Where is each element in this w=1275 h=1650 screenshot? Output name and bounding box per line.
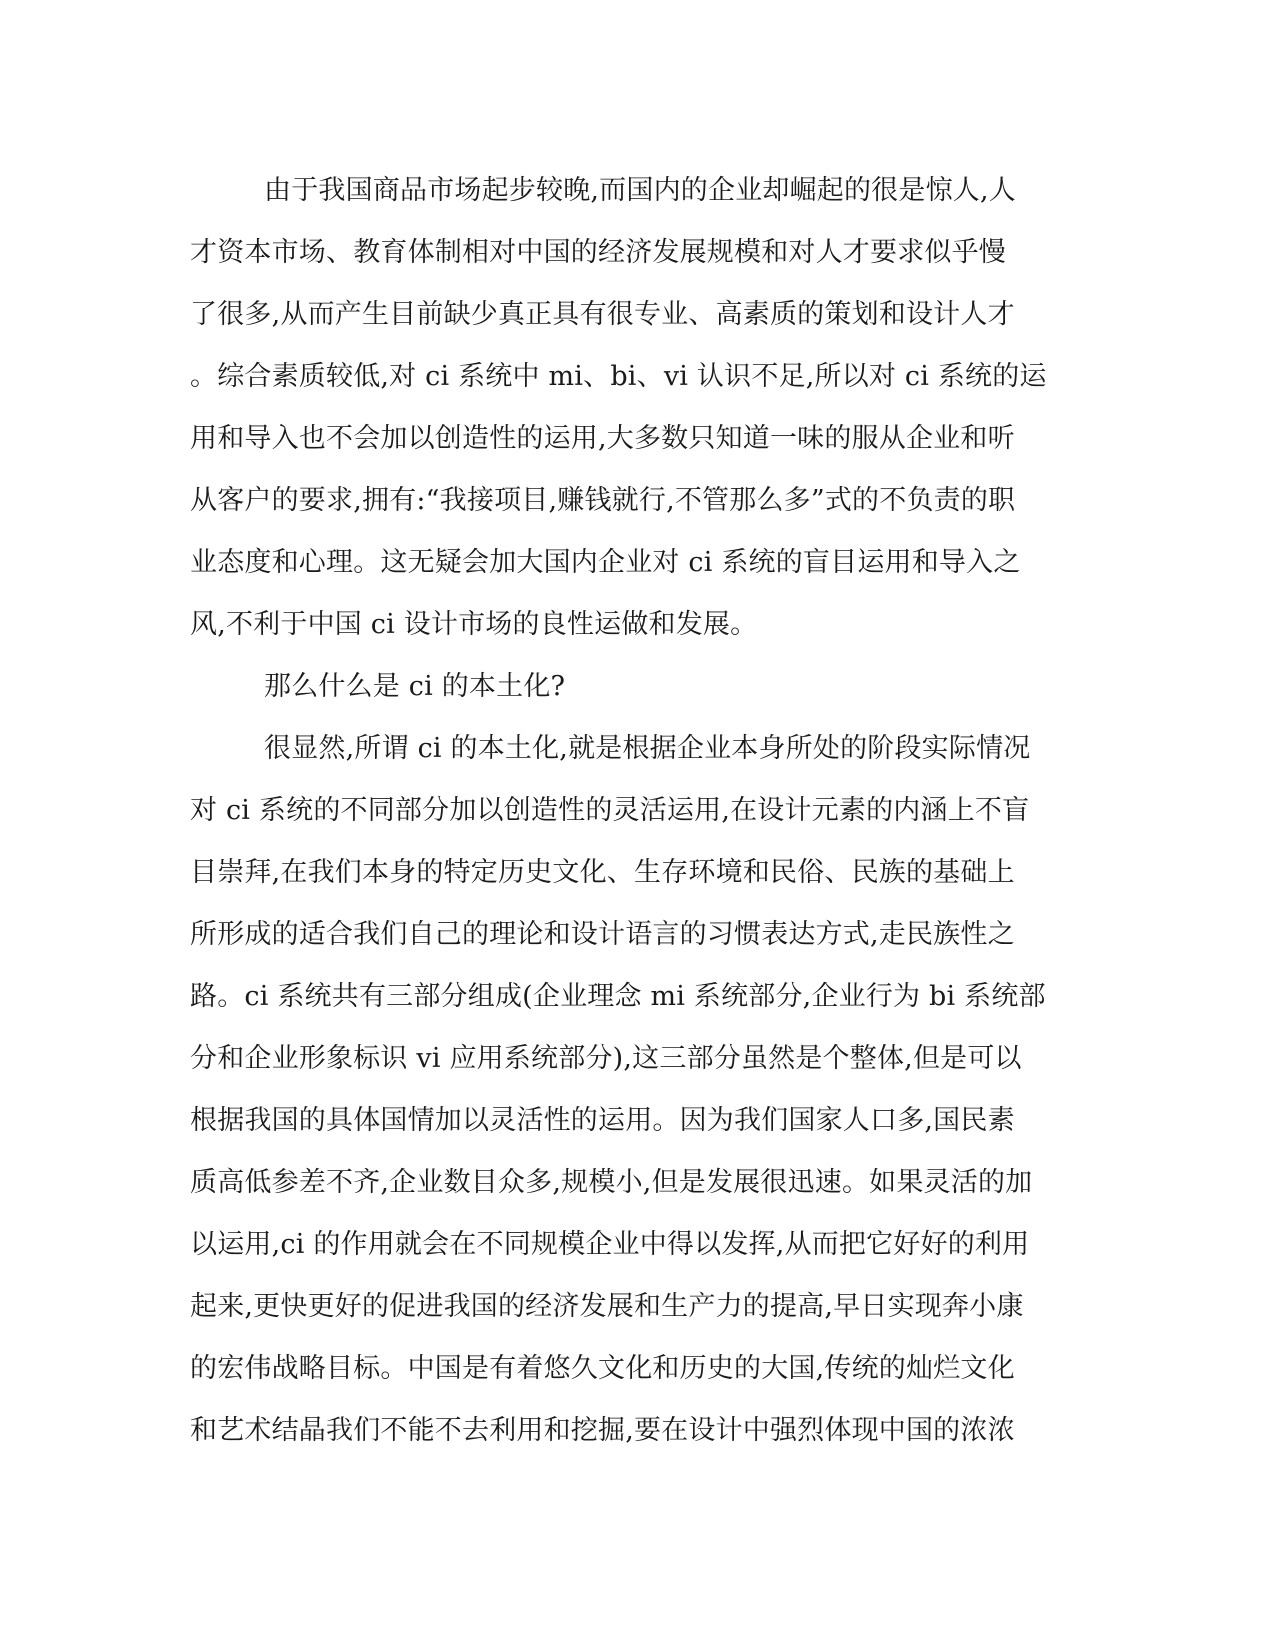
text-line-19: 起来,更快更好的促进我国的经济发展和生产力的提高,早日实现奔小康 (190, 1291, 1024, 1322)
text-line-9: 那么什么是 ci 的本土化? (264, 671, 566, 702)
text-line-4: 。综合素质较低,对 ci 系统中 mi、bi、vi 认识不足,所以对 ci 系统的运 (190, 361, 1047, 392)
text-line-7: 业态度和心理。这无疑会加大国内企业对 ci 系统的盲目运用和导入之 (190, 547, 1021, 578)
text-line-2: 才资本市场、教育体制相对中国的经济发展规模和对人才要求似乎慢 (190, 237, 1006, 268)
text-line-21: 和艺术结晶我们不能不去利用和挖掘,要在设计中强烈体现中国的浓浓 (190, 1415, 1015, 1446)
document-body (190, 160, 1080, 1462)
text-line-16: 根据我国的具体国情加以灵活性的运用。因为我们国家人口多,国民素 (190, 1105, 1015, 1136)
text-line-12: 目崇拜,在我们本身的特定历史文化、生存环境和民俗、民族的基础上 (190, 857, 1015, 888)
text-line-6: 从客户的要求,拥有:“我接项目,赚钱就行,不管那么多”式的不负责的职 (190, 485, 1016, 516)
text-line-17: 质高低参差不齐,企业数目众多,规模小,但是发展很迅速。如果灵活的加 (190, 1167, 1033, 1198)
text-line-5: 用和导入也不会加以创造性的运用,大多数只知道一味的服从企业和听 (190, 423, 1015, 454)
text-line-1: 由于我国商品市场起步较晚,而国内的企业却崛起的很是惊人,人 (264, 175, 1016, 206)
text-line-3: 了很多,从而产生目前缺少真正具有很专业、高素质的策划和设计人才 (190, 299, 1015, 330)
text-line-14: 路。ci 系统共有三部分组成(企业理念 mi 系统部分,企业行为 bi 系统部 (190, 981, 1046, 1012)
text-line-10: 很显然,所谓 ci 的本土化,就是根据企业本身所处的阶段实际情况 (264, 733, 1031, 764)
text-line-8: 风,不利于中国 ci 设计市场的良性运做和发展。 (190, 609, 758, 640)
text-line-11: 对 ci 系统的不同部分加以创造性的灵活运用,在设计元素的内涵上不盲 (190, 795, 1030, 826)
text-line-20: 的宏伟战略目标。中国是有着悠久文化和历史的大国,传统的灿烂文化 (190, 1353, 1015, 1384)
text-line-13: 所形成的适合我们自己的理论和设计语言的习惯表达方式,走民族性之 (190, 919, 1015, 950)
text-line-15: 分和企业形象标识 vi 应用系统部分),这三部分虽然是个整体,但是可以 (190, 1043, 1022, 1074)
text-line-18: 以运用,ci 的作用就会在不同规模企业中得以发挥,从而把它好好的利用 (190, 1229, 1030, 1260)
